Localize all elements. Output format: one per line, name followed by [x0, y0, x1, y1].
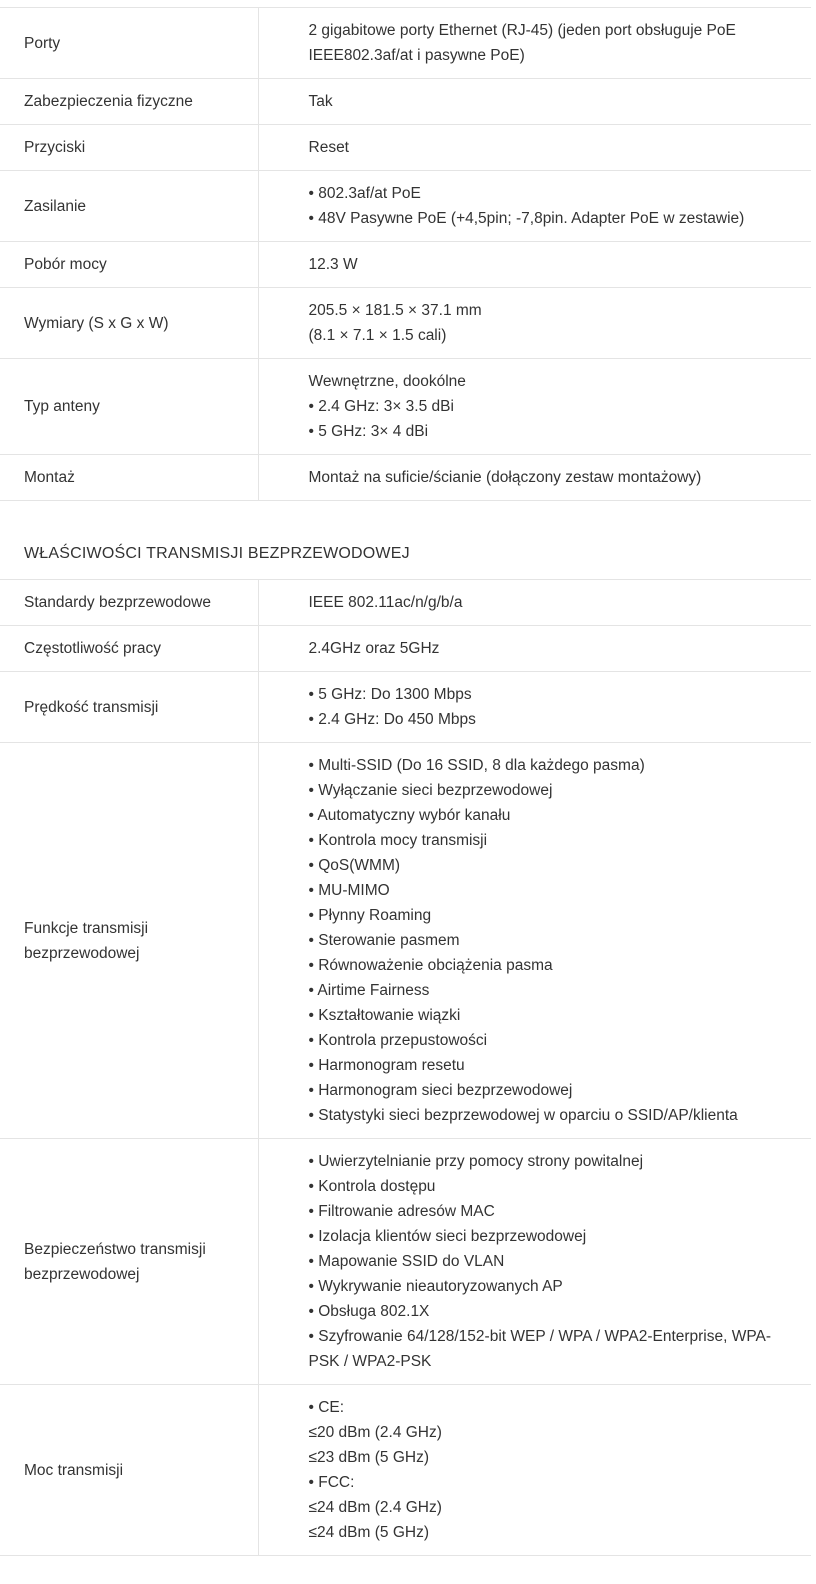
spec-value-line: Wewnętrzne, dookólne: [308, 373, 466, 390]
spec-label: Częstotliwość pracy: [0, 626, 258, 672]
spec-value-line: ≤20 dBm (2.4 GHz): [308, 1424, 442, 1441]
spec-value-line: • 5 GHz: Do 1300 Mbps: [308, 686, 472, 703]
hardware-spec-rows: [0, 8, 811, 501]
spec-value-line: Montaż na suficie/ścianie (dołączony zestaw montażowy): [308, 469, 702, 486]
spec-value: [258, 171, 811, 242]
spec-value: [258, 1385, 811, 1556]
spec-row: [0, 743, 811, 1139]
spec-value-line: ≤23 dBm (5 GHz): [308, 1449, 429, 1466]
spec-value-line: 2.4GHz oraz 5GHz: [308, 640, 440, 657]
spec-label: Moc transmisji: [0, 1385, 258, 1556]
spec-row: [0, 672, 811, 743]
spec-row: [0, 359, 811, 455]
spec-value-line: • Szyfrowanie 64/128/152-bit WEP / WPA / WPA2-Enterprise, WPA-PSK / WPA2-PSK: [308, 1328, 772, 1370]
spec-row: [0, 288, 811, 359]
spec-row: [0, 242, 811, 288]
spec-row: [0, 79, 811, 125]
spec-row: [0, 626, 811, 672]
spec-value-line: ≤24 dBm (5 GHz): [308, 1524, 429, 1541]
spec-value-line: 2 gigabitowe porty Ethernet (RJ-45) (jeden port obsługuje PoE IEEE802.3af/at i pasywne PoE): [308, 22, 736, 64]
wireless-spec-table: [0, 579, 811, 1556]
spec-value: [258, 125, 811, 171]
spec-value-line: • Kontrola przepustowości: [308, 1032, 488, 1049]
spec-value-line: • Płynny Roaming: [308, 907, 432, 924]
spec-value-line: • 802.3af/at PoE: [308, 185, 421, 202]
spec-value-line: • Mapowanie SSID do VLAN: [308, 1253, 505, 1270]
spec-label: Przyciski: [0, 125, 258, 171]
spec-value: [258, 8, 811, 79]
spec-value-line: • CE:: [308, 1399, 345, 1416]
spec-value-line: • Wyłączanie sieci bezprzewodowej: [308, 782, 553, 799]
spec-value-line: • 5 GHz: 3× 4 dBi: [308, 423, 429, 440]
spec-value-line: 205.5 × 181.5 × 37.1 mm: [308, 302, 482, 319]
spec-value-line: (8.1 × 7.1 × 1.5 cali): [308, 327, 447, 344]
spec-value-line: • Harmonogram resetu: [308, 1057, 465, 1074]
spec-label: Pobór mocy: [0, 242, 258, 288]
spec-value: [258, 455, 811, 501]
wireless-spec-rows: [0, 580, 811, 1556]
spec-label: Bezpieczeństwo transmisji bezprzewodowej: [0, 1139, 258, 1385]
spec-value: [258, 1139, 811, 1385]
spec-value-line: • Uwierzytelnianie przy pomocy strony powitalnej: [308, 1153, 644, 1170]
spec-value-line: • Filtrowanie adresów MAC: [308, 1203, 495, 1220]
spec-label: Typ anteny: [0, 359, 258, 455]
spec-label: Zabezpieczenia fizyczne: [0, 79, 258, 125]
spec-row: [0, 580, 811, 626]
spec-label: Prędkość transmisji: [0, 672, 258, 743]
hardware-spec-table: [0, 7, 811, 501]
spec-row: [0, 171, 811, 242]
spec-row: [0, 455, 811, 501]
spec-value-line: • 48V Pasywne PoE (+4,5pin; -7,8pin. Adapter PoE w zestawie): [308, 210, 745, 227]
spec-value-line: IEEE 802.11ac/n/g/b/a: [308, 594, 463, 611]
spec-value-line: • Automatyczny wybór kanału: [308, 807, 511, 824]
spec-row: [0, 1385, 811, 1556]
spec-value: [258, 743, 811, 1139]
spec-label: Zasilanie: [0, 171, 258, 242]
spec-value-line: Reset: [308, 139, 349, 156]
spec-value-line: • Multi-SSID (Do 16 SSID, 8 dla każdego pasma): [308, 757, 645, 774]
spec-row: [0, 1139, 811, 1385]
spec-value-line: 12.3 W: [308, 256, 358, 273]
wireless-section-heading: WŁAŚCIWOŚCI TRANSMISJI BEZPRZEWODOWEJ: [24, 545, 410, 562]
spec-row: [0, 125, 811, 171]
spec-value-line: Tak: [308, 93, 333, 110]
spec-value-line: • Statystyki sieci bezprzewodowej w oparciu o SSID/AP/klienta: [308, 1107, 738, 1124]
spec-value-line: • Airtime Fairness: [308, 982, 430, 999]
spec-label: Montaż: [0, 455, 258, 501]
spec-value-line: • Kontrola dostępu: [308, 1178, 436, 1195]
spec-value-line: • FCC:: [308, 1474, 355, 1491]
spec-label: Standardy bezprzewodowe: [0, 580, 258, 626]
spec-value-line: • Kształtowanie wiązki: [308, 1007, 461, 1024]
spec-value-line: • Obsługa 802.1X: [308, 1303, 430, 1320]
spec-value: [258, 359, 811, 455]
spec-value: [258, 288, 811, 359]
spec-value-line: • 2.4 GHz: Do 450 Mbps: [308, 711, 476, 728]
spec-label: Funkcje transmisji bezprzewodowej: [0, 743, 258, 1139]
spec-value: [258, 672, 811, 743]
spec-label: Wymiary (S x G x W): [0, 288, 258, 359]
spec-value: [258, 79, 811, 125]
spec-value: [258, 580, 811, 626]
spec-value-line: • 2.4 GHz: 3× 3.5 dBi: [308, 398, 454, 415]
spec-value-line: • Harmonogram sieci bezprzewodowej: [308, 1082, 573, 1099]
spec-label: Porty: [0, 8, 258, 79]
spec-value: [258, 626, 811, 672]
spec-value-line: • Kontrola mocy transmisji: [308, 832, 488, 849]
spec-value-line: ≤24 dBm (2.4 GHz): [308, 1499, 442, 1516]
spec-value-line: • MU-MIMO: [308, 882, 390, 899]
spec-value-line: • QoS(WMM): [308, 857, 401, 874]
spec-value-line: • Wykrywanie nieautoryzowanych AP: [308, 1278, 563, 1295]
spec-value-line: • Izolacja klientów sieci bezprzewodowej: [308, 1228, 587, 1245]
spec-row: [0, 8, 811, 79]
spec-value-line: • Równoważenie obciążenia pasma: [308, 957, 553, 974]
spec-value: [258, 242, 811, 288]
spec-value-line: • Sterowanie pasmem: [308, 932, 460, 949]
